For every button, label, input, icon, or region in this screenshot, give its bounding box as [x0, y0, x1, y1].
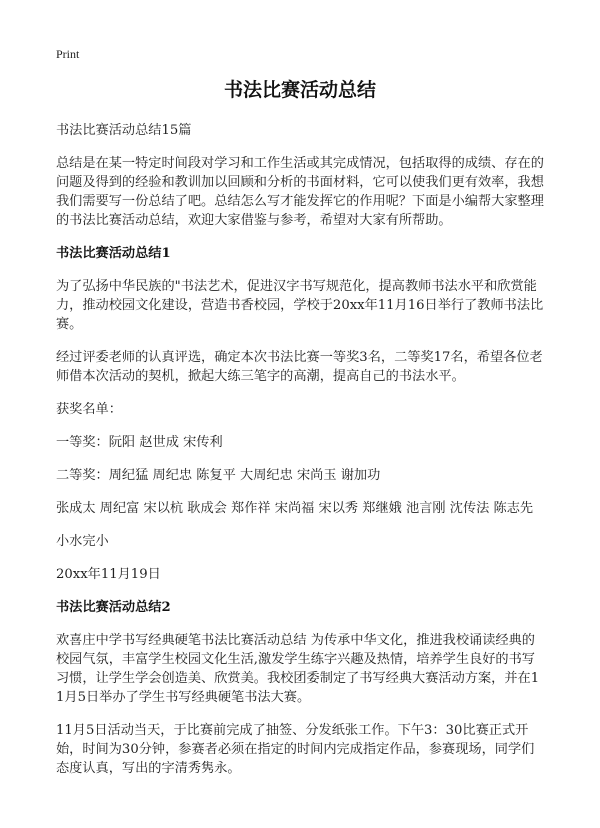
award-list-label: 获奖名单：: [56, 402, 122, 417]
school-name: 小水完小: [56, 534, 109, 549]
subtitle-line: 书法比赛活动总结15篇: [56, 123, 192, 138]
section2-paragraph-1: 欢喜庄中学书写经典硬笔书法比赛活动总结 为传承中华文化，推进我校诵读经典的校园气氛，丰富学生校园文化生活,激发学生练字兴趣及热情，培养学生良好的书写习惯，让学生学会创造美、欣赏美。我校团委制定了书写经典大赛活动方案，并在11月5日举办了学生书写经典硬笔书法大赛。: [56, 633, 540, 705]
document-body: [56, 121, 546, 792]
intro-paragraph: 总结是在某一特定时间段对学习和工作生活或其完成情况，包括取得的成绩、存在的问题及得到的经验和教训加以回顾和分析的书面材料，它可以使我们更有效率，我想我们需要写一份总结了吧。总结怎么写才能发挥它的作用呢？下面是小编帮大家整理的书法比赛活动总结，欢迎大家借鉴与参考，希望对大家有所帮助。: [56, 156, 544, 228]
section-heading-1: 书法比赛活动总结1: [56, 246, 171, 261]
second-prize-line: 二等奖：周纪猛 周纪忠 陈复平 大周纪忠 宋尚玉 谢加功: [56, 468, 381, 483]
print-link[interactable]: Print: [56, 47, 80, 61]
section1-paragraph-2: 经过评委老师的认真评选，确定本次书法比赛一等奖3名，二等奖17名，希望各位老师借本次活动的契机，掀起大练三笔字的高潮，提高自己的书法水平。: [56, 350, 543, 384]
section1-paragraph-1: 为了弘扬中华民族的"书法艺术，促进汉字书写规范化，提高教师书法水平和欣赏能力，推动校园文化建设，营造书香校园，学校于20xx年11月16日举行了教师书法比赛。: [56, 279, 544, 332]
second-prize-names: 张成太 周纪富 宋以杭 耿成会 郑作祥 宋尚福 宋以秀 郑继娥 池言刚 沈传法 陈志先: [56, 501, 534, 516]
section-heading-2: 书法比赛活动总结2: [56, 600, 171, 615]
page-title: 书法比赛活动总结: [223, 79, 376, 101]
first-prize-line: 一等奖：阮阳 赵世成 宋传利: [56, 435, 223, 450]
section2-paragraph-2: 11月5日活动当天，于比赛前完成了抽签、分发纸张工作。下午3：30比赛正式开始，时间为30分钟，参赛者必须在指定的时间内完成指定作品，参赛现场，同学们态度认真，写出的字清秀隽永。: [56, 723, 535, 776]
date-line: 20xx年11月19日: [56, 567, 161, 582]
